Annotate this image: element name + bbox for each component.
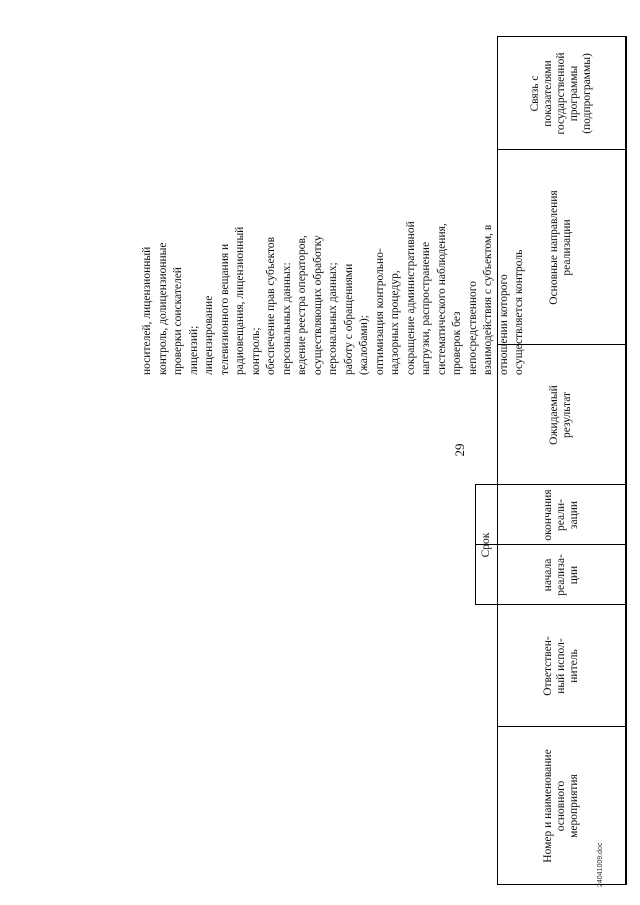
header-activity: Номер и наименование основного мероприятия <box>541 749 580 863</box>
directions-text: носителей, лицензионный контроль, долицензионные проверки соискателей лицензий; лицензирование телевизионного вещания и радиовещания, лицензионный контроль; обеспечение прав субъектов персональных данных: ведение реестра операторов, осуществляющих обработку персональных данных; работу с обращениями (жалобами); оптимизация контрольно- надзорных процедур, сокращение административной нагрузки, распространение систематического наблюдения, проверок без непосредственного взаимодействия с субъектом, в отношении которого осуществляется контроль <box>141 221 525 375</box>
header-term: Срок <box>479 532 492 558</box>
header-term-start: начала реализа- ции <box>541 554 580 596</box>
header-main-directions: Основные направления реализации <box>548 190 573 305</box>
page-number: 29 <box>452 443 467 457</box>
header-indicator-link: Связь с показателями государственной программы (подпрограммы) <box>528 52 593 135</box>
header-expected-result: Ожидаемый результат <box>548 385 573 445</box>
footer-file-code: 24041009.doc <box>597 842 604 887</box>
header-bottom-border <box>625 37 627 885</box>
header-term-end: окончания реали- зации <box>541 489 580 541</box>
header-executor: Ответствен- ный испол- нитель <box>541 636 580 696</box>
